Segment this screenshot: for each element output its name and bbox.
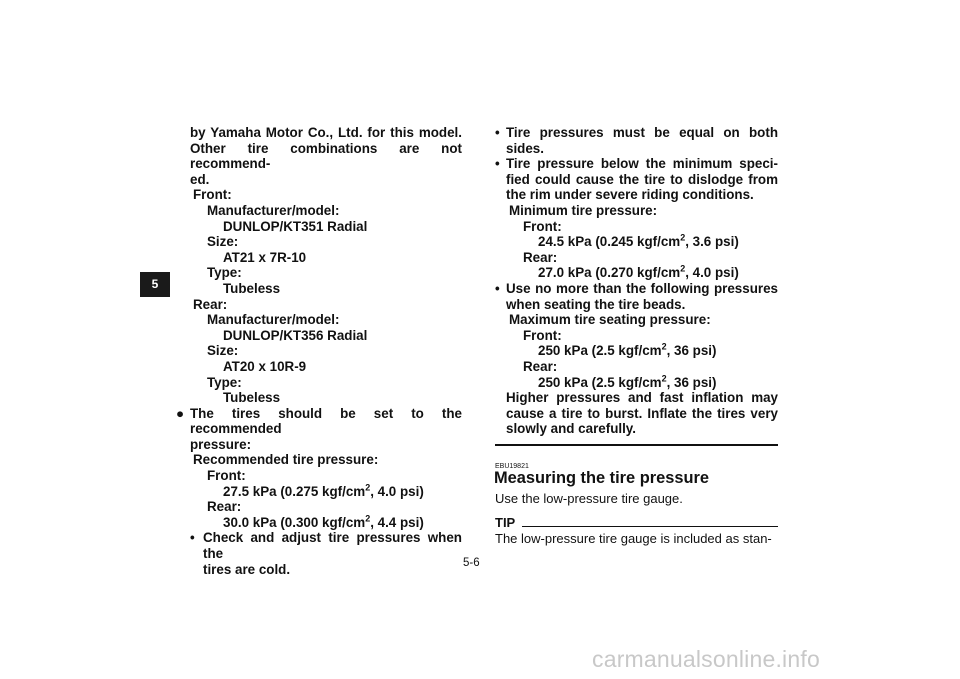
- rear-mfr-label: Manufacturer/model:: [207, 312, 340, 328]
- rec-front-label: Front:: [207, 468, 246, 484]
- bullet-icon: •: [495, 125, 500, 140]
- bullet-text: the rim under severe riding conditions.: [506, 187, 754, 203]
- rear-mfr-value: DUNLOP/KT356 Radial: [223, 327, 368, 343]
- bullet-item: [176, 405, 462, 453]
- rec-rear-value: 30.0 kPa (0.300 kgf/$cm^2$, 4.4 psi): [223, 513, 424, 530]
- bullet-text: tires are cold.: [203, 561, 291, 577]
- section-paragraph: Use the low-pressure tire gauge.: [495, 491, 683, 506]
- recommended-pressure-label: Recommended tire pressure:: [193, 452, 379, 468]
- bullet-text: The tires should be set to the recommended: [190, 405, 462, 437]
- watermark: carmanualsonline.info: [592, 646, 820, 672]
- max-front-label: Front:: [523, 327, 562, 343]
- front-mfr-label: Manufacturer/model:: [207, 202, 340, 218]
- bullet-item: [495, 156, 778, 203]
- intro-line: Other tire combinations are not recommend-: [190, 140, 462, 172]
- bullet-icon: ●: [176, 405, 185, 421]
- bullet-text: Check and adjust tire pressures when the: [203, 530, 462, 562]
- tip-text: The low-pressure tire gauge is included as stan-: [495, 531, 772, 546]
- front-label: Front:: [193, 187, 232, 203]
- section-tab: 5: [140, 272, 170, 297]
- bullet-icon: •: [190, 530, 195, 546]
- intro-line: ed.: [190, 171, 210, 187]
- front-type-label: Type:: [207, 265, 242, 281]
- tip-divider: [522, 526, 778, 527]
- bullet-text: sides.: [506, 140, 544, 156]
- bullet-text: Tire pressure below the minimum speci-: [506, 156, 778, 172]
- bullet-item: [495, 125, 778, 156]
- maximum-pressure-label: Maximum tire seating pressure:: [509, 312, 711, 328]
- rear-type-value: Tubeless: [223, 390, 281, 406]
- rear-type-label: Type:: [207, 374, 242, 390]
- max-rear-value: 250 kPa (2.5 kgf/$cm^2$, 36 psi): [538, 373, 717, 390]
- minimum-pressure-label: Minimum tire pressure:: [509, 202, 658, 218]
- section-heading: Measuring the tire pressure: [494, 469, 709, 487]
- rear-size-label: Size:: [207, 343, 239, 359]
- bullet-text: Use no more than the following pressures: [506, 280, 778, 296]
- page-number: 5-6: [463, 557, 480, 569]
- warning-divider: [495, 444, 778, 446]
- bullet-text: pressure:: [190, 436, 252, 452]
- intro-line: by Yamaha Motor Co., Ltd. for this model.: [190, 125, 462, 140]
- front-size-value: AT21 x 7R-10: [223, 249, 307, 265]
- min-rear-label: Rear:: [523, 249, 558, 265]
- right-column: [495, 125, 778, 437]
- bullet-item: [495, 281, 778, 312]
- rec-front-value: 27.5 kPa (0.275 kgf/$cm^2$, 4.0 psi): [223, 482, 424, 499]
- bullet-text: fied could cause the tire to dislodge from: [506, 171, 778, 187]
- rear-label: Rear:: [193, 296, 228, 312]
- front-type-value: Tubeless: [223, 280, 281, 296]
- min-front-label: Front:: [523, 218, 562, 234]
- bullet-item: [190, 530, 462, 577]
- left-column: [176, 125, 462, 577]
- min-rear-value: 27.0 kPa (0.270 kgf/$cm^2$, 4.0 psi): [538, 263, 739, 281]
- bullet-text: when seating the tire beads.: [506, 296, 686, 312]
- rear-size-value: AT20 x 10R-9: [223, 358, 307, 374]
- bullet-text: Tire pressures must be equal on both: [506, 125, 778, 140]
- min-front-value: 24.5 kPa (0.245 kgf/$cm^2$, 3.6 psi): [538, 232, 739, 250]
- tip-label: TIP: [495, 515, 516, 530]
- warning-text: Higher pressures and fast inflation may cause a tire to burst. Inflate the tires very slowly and carefully.: [506, 390, 778, 437]
- bullet-icon: •: [495, 156, 500, 172]
- front-size-label: Size:: [207, 234, 239, 250]
- max-rear-label: Rear:: [523, 358, 558, 374]
- section-code: EBU19821: [495, 463, 529, 470]
- rec-rear-label: Rear:: [207, 499, 242, 515]
- bullet-icon: •: [495, 280, 500, 296]
- front-mfr-value: DUNLOP/KT351 Radial: [223, 218, 368, 234]
- max-front-value: 250 kPa (2.5 kgf/$cm^2$, 36 psi): [538, 341, 717, 359]
